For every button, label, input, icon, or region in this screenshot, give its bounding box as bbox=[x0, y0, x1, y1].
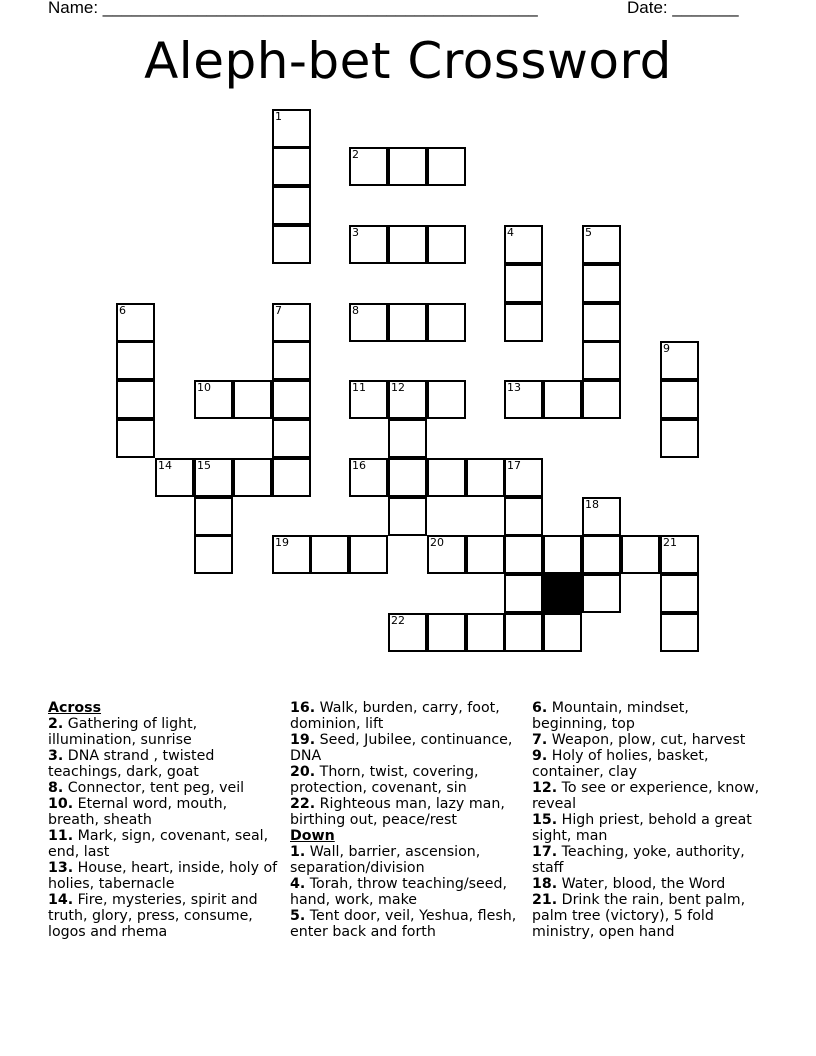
crossword-cell[interactable] bbox=[582, 380, 621, 419]
clue-number: 15. bbox=[532, 812, 558, 828]
crossword-cell[interactable] bbox=[504, 497, 543, 536]
crossword-cell[interactable] bbox=[427, 147, 466, 186]
crossword-cell[interactable] bbox=[272, 380, 311, 419]
crossword-cell[interactable] bbox=[194, 458, 233, 497]
crossword-cell[interactable] bbox=[660, 574, 699, 613]
crossword-cell[interactable] bbox=[310, 535, 349, 574]
crossword-cell[interactable] bbox=[427, 535, 466, 574]
crossword-cell[interactable] bbox=[155, 458, 194, 497]
crossword-cell[interactable] bbox=[272, 225, 311, 264]
clue-text: Gathering of light, illumination, sunrise bbox=[48, 716, 198, 748]
crossword-cell[interactable] bbox=[582, 341, 621, 380]
clue-column-3 bbox=[532, 700, 768, 940]
clue bbox=[48, 892, 280, 940]
crossword-cell[interactable] bbox=[466, 535, 505, 574]
clue-text: Water, blood, the Word bbox=[557, 876, 726, 892]
crossword-cell[interactable] bbox=[349, 535, 388, 574]
clue-text: Eternal word, mouth, breath, sheath bbox=[48, 796, 228, 828]
crossword-cell[interactable] bbox=[427, 380, 466, 419]
crossword-cell[interactable] bbox=[116, 303, 155, 342]
date-field[interactable]: Date: _______ bbox=[627, 0, 739, 17]
clue-text: Walk, burden, carry, foot, dominion, lift bbox=[290, 700, 500, 732]
crossword-cell[interactable] bbox=[543, 613, 582, 652]
clue bbox=[532, 876, 768, 892]
clue-number: 21 bbox=[663, 536, 677, 549]
clue-number: 8 bbox=[352, 304, 359, 317]
clue-number: 19. bbox=[290, 732, 316, 748]
clue-text: Holy of holies, basket, container, clay bbox=[532, 748, 709, 780]
black-square bbox=[543, 574, 582, 613]
crossword-cell[interactable] bbox=[660, 341, 699, 380]
clue-number: 3. bbox=[48, 748, 64, 764]
clue-number: 5 bbox=[585, 226, 592, 239]
crossword-cell[interactable] bbox=[388, 497, 427, 536]
crossword-cell[interactable] bbox=[272, 186, 311, 225]
clue bbox=[532, 892, 768, 940]
clue-column-2 bbox=[290, 700, 525, 940]
clue-number: 10 bbox=[197, 381, 211, 394]
clue-number: 13 bbox=[507, 381, 521, 394]
crossword-cell[interactable] bbox=[388, 225, 427, 264]
crossword-cell[interactable] bbox=[388, 147, 427, 186]
clue-number: 5. bbox=[290, 908, 306, 924]
across-heading: Across bbox=[48, 700, 102, 716]
crossword-cell[interactable] bbox=[504, 535, 543, 574]
crossword-cell[interactable] bbox=[504, 458, 543, 497]
crossword-cell[interactable] bbox=[543, 535, 582, 574]
crossword-cell[interactable] bbox=[388, 380, 427, 419]
clue-text: Weapon, plow, cut, harvest bbox=[547, 732, 746, 748]
clue bbox=[290, 700, 525, 732]
name-field[interactable]: Name: ______________________________________________ bbox=[48, 0, 538, 17]
clue-text: Seed, Jubilee, continuance, DNA bbox=[290, 732, 513, 764]
clue-number: 1 bbox=[275, 110, 282, 123]
clue-text: Drink the rain, bent palm, palm tree (victory), 5 fold ministry, open hand bbox=[532, 892, 746, 940]
crossword-cell[interactable] bbox=[504, 264, 543, 303]
crossword-cell[interactable] bbox=[427, 613, 466, 652]
crossword-cell[interactable] bbox=[427, 458, 466, 497]
clue-number: 20 bbox=[430, 536, 444, 549]
clue-number: 9. bbox=[532, 748, 548, 764]
clue bbox=[290, 796, 525, 828]
clue bbox=[532, 732, 768, 748]
crossword-cell[interactable] bbox=[233, 458, 272, 497]
clue-text: DNA strand , twisted teachings, dark, goat bbox=[48, 748, 215, 780]
clue-number: 7 bbox=[275, 304, 282, 317]
crossword-cell[interactable] bbox=[582, 303, 621, 342]
clue-number: 22. bbox=[290, 796, 316, 812]
clue-number: 18 bbox=[585, 498, 599, 511]
crossword-cell[interactable] bbox=[349, 225, 388, 264]
crossword-cell[interactable] bbox=[466, 458, 505, 497]
clue-number: 7. bbox=[532, 732, 548, 748]
clue bbox=[532, 844, 768, 876]
crossword-cell[interactable] bbox=[582, 225, 621, 264]
crossword-cell[interactable] bbox=[660, 419, 699, 458]
crossword-cell[interactable] bbox=[504, 574, 543, 613]
crossword-cell[interactable] bbox=[504, 303, 543, 342]
clue-column-1 bbox=[48, 700, 280, 940]
clue-number: 12 bbox=[391, 381, 405, 394]
clue-text: High priest, behold a great sight, man bbox=[532, 812, 752, 844]
crossword-cell[interactable] bbox=[349, 147, 388, 186]
crossword-cell[interactable] bbox=[660, 613, 699, 652]
crossword-cell[interactable] bbox=[272, 303, 311, 342]
clue bbox=[532, 748, 768, 780]
clue-number: 14 bbox=[158, 459, 172, 472]
crossword-cell[interactable] bbox=[349, 303, 388, 342]
crossword-cell[interactable] bbox=[194, 497, 233, 536]
clue-text: Mark, sign, covenant, seal, end, last bbox=[48, 828, 269, 860]
crossword-cell[interactable] bbox=[582, 497, 621, 536]
clue bbox=[532, 812, 768, 844]
clue-number: 8. bbox=[48, 780, 64, 796]
clue bbox=[48, 780, 280, 796]
clue-number: 18. bbox=[532, 876, 558, 892]
crossword-cell[interactable] bbox=[272, 147, 311, 186]
clue bbox=[48, 748, 280, 780]
crossword-cell[interactable] bbox=[582, 574, 621, 613]
clue-text: House, heart, inside, holy of holies, tabernacle bbox=[48, 860, 278, 892]
crossword-cell[interactable] bbox=[582, 264, 621, 303]
clue bbox=[290, 732, 525, 764]
clue-text: Righteous man, lazy man, birthing out, peace/rest bbox=[290, 796, 505, 828]
crossword-cell[interactable] bbox=[660, 535, 699, 574]
clue bbox=[290, 876, 525, 908]
clue bbox=[290, 764, 525, 796]
crossword-cell[interactable] bbox=[272, 341, 311, 380]
clue-text: Connector, tent peg, veil bbox=[63, 780, 245, 796]
clue-number: 4. bbox=[290, 876, 306, 892]
clue-number: 20. bbox=[290, 764, 316, 780]
crossword-cell[interactable] bbox=[194, 380, 233, 419]
crossword-cell[interactable] bbox=[349, 380, 388, 419]
clue-number: 9 bbox=[663, 342, 670, 355]
crossword-cell[interactable] bbox=[427, 225, 466, 264]
clue bbox=[48, 796, 280, 828]
crossword-cell[interactable] bbox=[660, 380, 699, 419]
clue-number: 12. bbox=[532, 780, 558, 796]
crossword-cell[interactable] bbox=[272, 535, 311, 574]
crossword-cell[interactable] bbox=[504, 613, 543, 652]
clue-number: 4 bbox=[507, 226, 514, 239]
clue-number: 14. bbox=[48, 892, 74, 908]
down-heading: Down bbox=[290, 828, 335, 844]
crossword-cell[interactable] bbox=[388, 303, 427, 342]
crossword-cell[interactable] bbox=[543, 380, 582, 419]
crossword-cell[interactable] bbox=[116, 419, 155, 458]
clue-text: Torah, throw teaching/seed, hand, work, make bbox=[290, 876, 507, 908]
clue-number: 11 bbox=[352, 381, 366, 394]
clue-number: 13. bbox=[48, 860, 74, 876]
crossword-cell[interactable] bbox=[427, 303, 466, 342]
clue-number: 22 bbox=[391, 614, 405, 627]
crossword-cell[interactable] bbox=[116, 341, 155, 380]
clue-number: 11. bbox=[48, 828, 74, 844]
clue-text: Teaching, yoke, authority, staff bbox=[532, 844, 745, 876]
clue-number: 10. bbox=[48, 796, 74, 812]
clue-number: 3 bbox=[352, 226, 359, 239]
clue-text: Mountain, mindset, beginning, top bbox=[532, 700, 689, 732]
crossword-cell[interactable] bbox=[272, 419, 311, 458]
crossword-cell[interactable] bbox=[388, 458, 427, 497]
clue-text: Thorn, twist, covering, protection, covenant, sin bbox=[290, 764, 479, 796]
clue-number: 1. bbox=[290, 844, 306, 860]
clue-number: 6. bbox=[532, 700, 548, 716]
clue bbox=[290, 844, 525, 876]
clue-text: Tent door, veil, Yeshua, flesh, enter back and forth bbox=[290, 908, 517, 940]
crossword-cell[interactable] bbox=[466, 613, 505, 652]
clue-number: 2. bbox=[48, 716, 64, 732]
crossword-cell[interactable] bbox=[116, 380, 155, 419]
clue-number: 16. bbox=[290, 700, 316, 716]
clue-number: 16 bbox=[352, 459, 366, 472]
crossword-cell[interactable] bbox=[582, 535, 621, 574]
clue-text: To see or experience, know, reveal bbox=[532, 780, 760, 812]
page-title: Aleph-bet Crossword bbox=[144, 32, 672, 90]
crossword-cell[interactable] bbox=[272, 109, 311, 148]
clue-number: 6 bbox=[119, 304, 126, 317]
crossword-cell[interactable] bbox=[349, 458, 388, 497]
clue bbox=[532, 780, 768, 812]
crossword-cell[interactable] bbox=[504, 225, 543, 264]
clue bbox=[48, 716, 280, 748]
clue-number: 17 bbox=[507, 459, 521, 472]
crossword-cell[interactable] bbox=[504, 380, 543, 419]
clue bbox=[290, 908, 525, 940]
clue-text: Fire, mysteries, spirit and truth, glory, press, consume, logos and rhema bbox=[48, 892, 258, 940]
clue-text: Wall, barrier, ascension, separation/division bbox=[290, 844, 481, 876]
crossword-cell[interactable] bbox=[388, 419, 427, 458]
clue bbox=[48, 828, 280, 860]
clue-number: 17. bbox=[532, 844, 558, 860]
clue-number: 2 bbox=[352, 148, 359, 161]
clue-number: 15 bbox=[197, 459, 211, 472]
clue-number: 19 bbox=[275, 536, 289, 549]
crossword-cell[interactable] bbox=[621, 535, 660, 574]
crossword-cell[interactable] bbox=[194, 535, 233, 574]
clue bbox=[48, 860, 280, 892]
clue bbox=[532, 700, 768, 732]
crossword-cell[interactable] bbox=[272, 458, 311, 497]
crossword-cell[interactable] bbox=[233, 380, 272, 419]
clue-number: 21. bbox=[532, 892, 558, 908]
crossword-cell[interactable] bbox=[388, 613, 427, 652]
